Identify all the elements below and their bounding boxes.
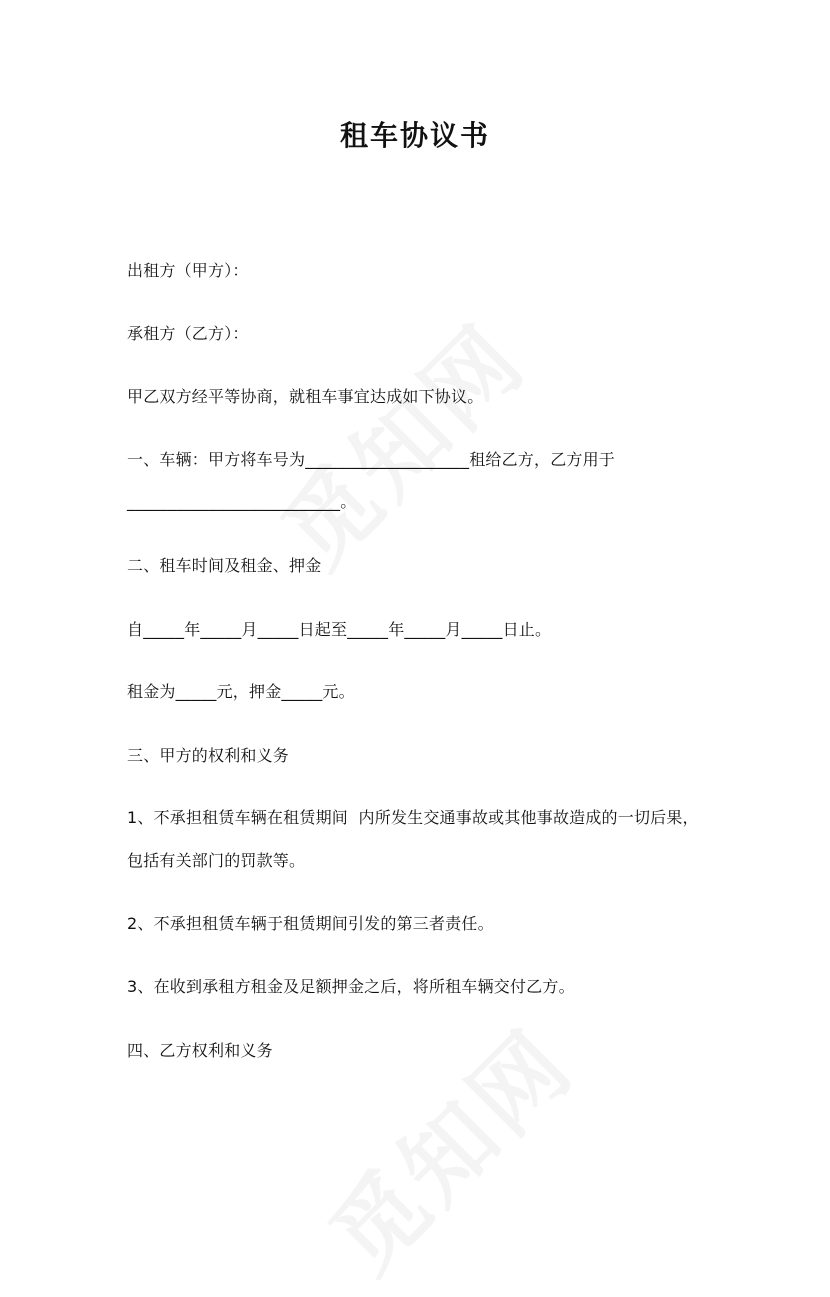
section-4-heading: 四、乙方权利和义务 — [127, 1041, 273, 1060]
section-2-heading: 二、租车时间及租金、押金 — [127, 556, 322, 575]
lessor-line: 出租方（甲方）： — [127, 261, 249, 280]
intro-paragraph: 甲乙双方经平等协商，就租车事宜达成如下协议。 — [127, 387, 484, 406]
rent-deposit-line: 租金为_____元，押金_____元。 — [127, 682, 355, 701]
lessor-duty-3: 3、在收到承租方租金及足额押金之后，将所租车辆交付乙方。 — [127, 977, 575, 996]
lessor-duty-2: 2、不承担租赁车辆于租赁期间引发的第三者责任。 — [127, 914, 494, 933]
watermark — [248, 290, 549, 591]
section-3-heading: 三、甲方的权利和义务 — [127, 746, 290, 765]
document-title: 租车协议书 — [339, 119, 490, 152]
lessor-duty-1: 1、不承担租赁车辆在租赁期间 内所发生交通事故或其他事故造成的一切后果， — [127, 808, 699, 827]
clause-1-vehicle: 一、车辆：甲方将车号为____________________租给乙方，乙方用于 — [127, 450, 616, 469]
rental-period-line: 自_____年_____月_____日起至_____年_____月_____日止。 — [127, 620, 552, 639]
lessee-line: 承租方（乙方）： — [127, 324, 249, 343]
lessor-duty-1-cont: 包括有关部门的罚款等。 — [127, 851, 306, 870]
watermark — [296, 995, 597, 1296]
clause-1-vehicle-cont: __________________________。 — [127, 492, 357, 511]
